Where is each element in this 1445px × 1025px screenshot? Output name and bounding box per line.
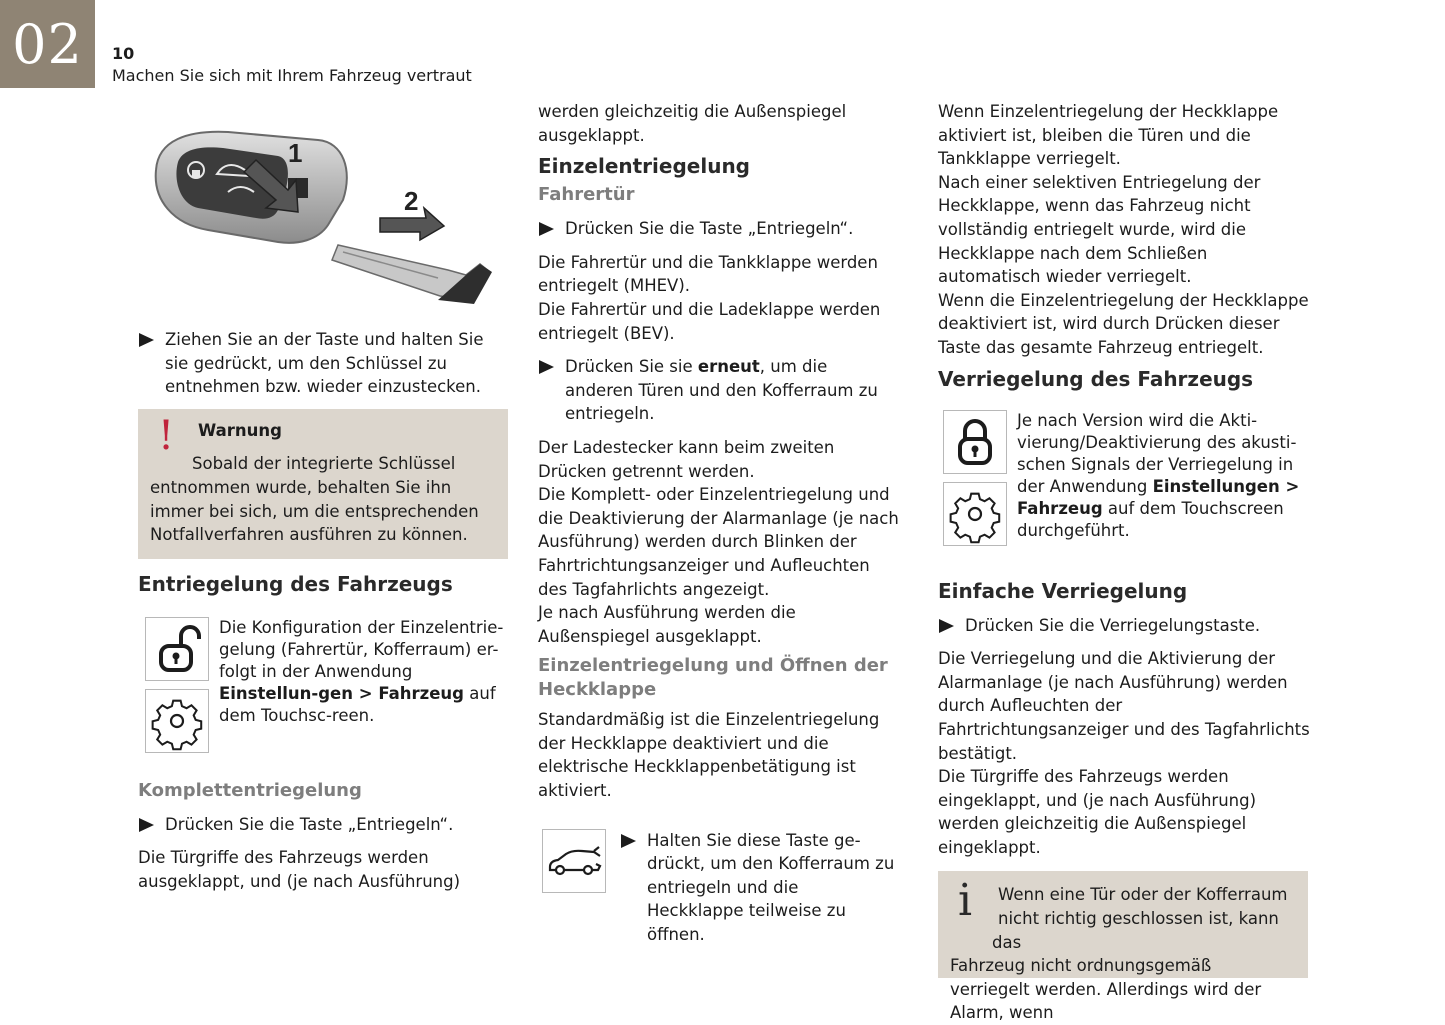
info-line2: nicht richtig geschlossen ist, kann das <box>992 909 1279 952</box>
column-3 <box>938 100 1310 1023</box>
heading-unlock-vehicle: Entriegelung des Fahrzeugs <box>138 571 453 596</box>
bullet-arrow-icon <box>139 818 154 832</box>
gear-icon <box>943 482 1007 546</box>
info-icon: i <box>958 875 973 927</box>
bullet-press-unlock: Drücken Sie die Taste „Entriegeln“. <box>538 217 900 241</box>
paragraph-bev: Die Fahrertür und die Ladeklappe werden entriegelt (BEV). <box>538 299 881 343</box>
config-text: Die Konfiguration der Einzelentrie-gelung (Fahrertür, Kofferraum) er-folgt in der Anwendung Einstellun-gen > Fahrzeug auf dem Touchsc-reen. <box>219 617 504 725</box>
paragraph-mhev: Die Fahrertür und die Tankklappe werden entriegelt (MHEV). <box>538 252 878 296</box>
chapter-number-box: 02 <box>0 0 95 88</box>
page-number: 10 <box>112 44 135 63</box>
paragraph-tailgate-deactive: Wenn die Einzelentriegelung der Heckklappe deaktiviert ist, wird durch Drücken dieser Taste das gesamte Fahrzeug entriegelt. <box>938 290 1309 357</box>
heading-complete-unlock: Komplettentriegelung <box>138 779 362 801</box>
config-info-row <box>145 617 508 753</box>
key-illustration <box>148 100 508 328</box>
paragraph-default-tailgate: Standardmäßig ist die Einzelentriegelung der Heckklappe deaktiviert und die elektrische Heckklappenbetätigung ist aktiviert. <box>538 710 880 801</box>
bullet-arrow-icon <box>621 834 636 848</box>
warning-box <box>138 409 508 559</box>
column-2 <box>538 100 900 947</box>
callout-2: 2 <box>404 186 419 216</box>
warning-line1: Sobald der integrierte Schlüssel <box>192 454 456 474</box>
bullet-remove-key <box>138 328 508 399</box>
tailgate-instruction-row <box>542 829 900 947</box>
paragraph-handles: Die Türgriffe des Fahrzeugs werden ausgeklappt, und (je nach Ausführung) <box>138 848 461 891</box>
lock-icon <box>943 410 1007 474</box>
bullet-press-again: Drücken Sie sie erneut, um die anderen Türen und den Kofferraum zu entriegeln. <box>538 355 900 426</box>
bullet-text: Ziehen Sie an der Taste und halten Sie sie gedrückt, um den Schlüssel zu entnehmen bzw. wieder einzustecken. <box>165 330 484 397</box>
heading-driver-door: Fahrertür <box>538 184 635 206</box>
info-text: Fahrzeug nicht ordnungsgemäß verriegelt werden. Allerdings wird der Alarm, wenn <box>950 956 1262 1023</box>
section-title: Machen Sie sich mit Ihrem Fahrzeug vertraut <box>112 66 472 85</box>
heading-single-unlock: Einzelentriegelung <box>538 154 750 179</box>
bullet-press-lock: Drücken Sie die Verriegelungstaste. <box>938 614 1310 638</box>
gear-icon <box>145 689 209 753</box>
paragraph-fold: Die Türgriffe des Fahrzeugs werden eingeklappt, und (je nach Ausführung) werden gleichzeitig die Außenspiegel eingeklappt. <box>938 767 1257 857</box>
car-tailgate-icon <box>542 829 606 893</box>
paragraph-mirrors-cont: werden gleichzeitig die Außenspiegel ausgeklappt. <box>538 102 847 145</box>
warning-icon: ! <box>158 412 175 459</box>
paragraph-blink: Die Komplett- oder Einzelentriegelung und die Deaktivierung der Alarmanlage (je nach Ausführung) werden durch Blinken der Fahrtrichtungsanzeiger und Aufleuchten des Tagfahrlichts angezeigt. <box>538 485 899 599</box>
bullet-complete-unlock: Drücken Sie die Taste „Entriegeln“. <box>138 813 508 837</box>
heading-lock-vehicle: Verriegelung des Fahrzeugs <box>938 366 1254 391</box>
paragraph-mirror-unfold: Je nach Ausführung werden die Außenspiegel ausgeklappt. <box>538 603 796 646</box>
paragraph-selective: Nach einer selektiven Entriegelung der Heckklappe, wenn das Fahrzeug nicht vollständig entriegelt wurde, wird die Heckklappe nach dem Schließen automatisch wieder verriegelt. <box>938 172 1261 287</box>
paragraph-lock-alarm: Die Verriegelung und die Aktivierung der Alarmanlage (je nach Ausführung) werden durch Aufleuchten der Fahrtrichtungsanzeiger und des Tagfahrlichts bestätigt. <box>938 649 1310 763</box>
warning-text: entnommen wurde, behalten Sie ihn immer bei sich, um die entsprechenden Notfallverfahren ausführen zu können. <box>150 477 479 545</box>
column-1 <box>138 100 508 894</box>
acoustic-info-row <box>943 410 1310 546</box>
paragraph-charge-plug: Der Ladestecker kann beim zweiten Drücken getrennt werden. <box>538 437 835 481</box>
paragraph-tailgate-active: Wenn Einzelentriegelung der Heckklappe aktiviert ist, bleiben die Türen und die Tankklappe verriegelt. <box>938 102 1279 169</box>
heading-tailgate-unlock: Einzelentriegelung und Öffnen der Heckklappe <box>538 655 888 701</box>
bullet-arrow-icon <box>939 619 954 633</box>
acoustic-text: Je nach Version wird die Akti-vierung/Deaktivierung des akusti-schen Signals der Verriegelung in der Anwendung Einstellungen > Fahrzeug auf dem Touchscreen durchgeführt. <box>1017 410 1300 540</box>
info-line1: Wenn eine Tür oder der Kofferraum <box>998 885 1288 905</box>
key-fob-image <box>148 100 498 315</box>
open-lock-icon <box>145 617 209 681</box>
callout-1: 1 <box>288 138 303 168</box>
warning-title: Warnung <box>198 420 282 440</box>
bullet-arrow-icon <box>139 333 154 347</box>
bullet-arrow-icon <box>539 360 554 374</box>
bullet-hold-button: Halten Sie diese Taste ge-drückt, um den Kofferraum zu entriegeln und die Heckklappe teilweise zu öffnen. <box>620 829 900 947</box>
bullet-arrow-icon <box>539 222 554 236</box>
info-box <box>938 871 1308 1023</box>
heading-simple-lock: Einfache Verriegelung <box>938 578 1188 603</box>
